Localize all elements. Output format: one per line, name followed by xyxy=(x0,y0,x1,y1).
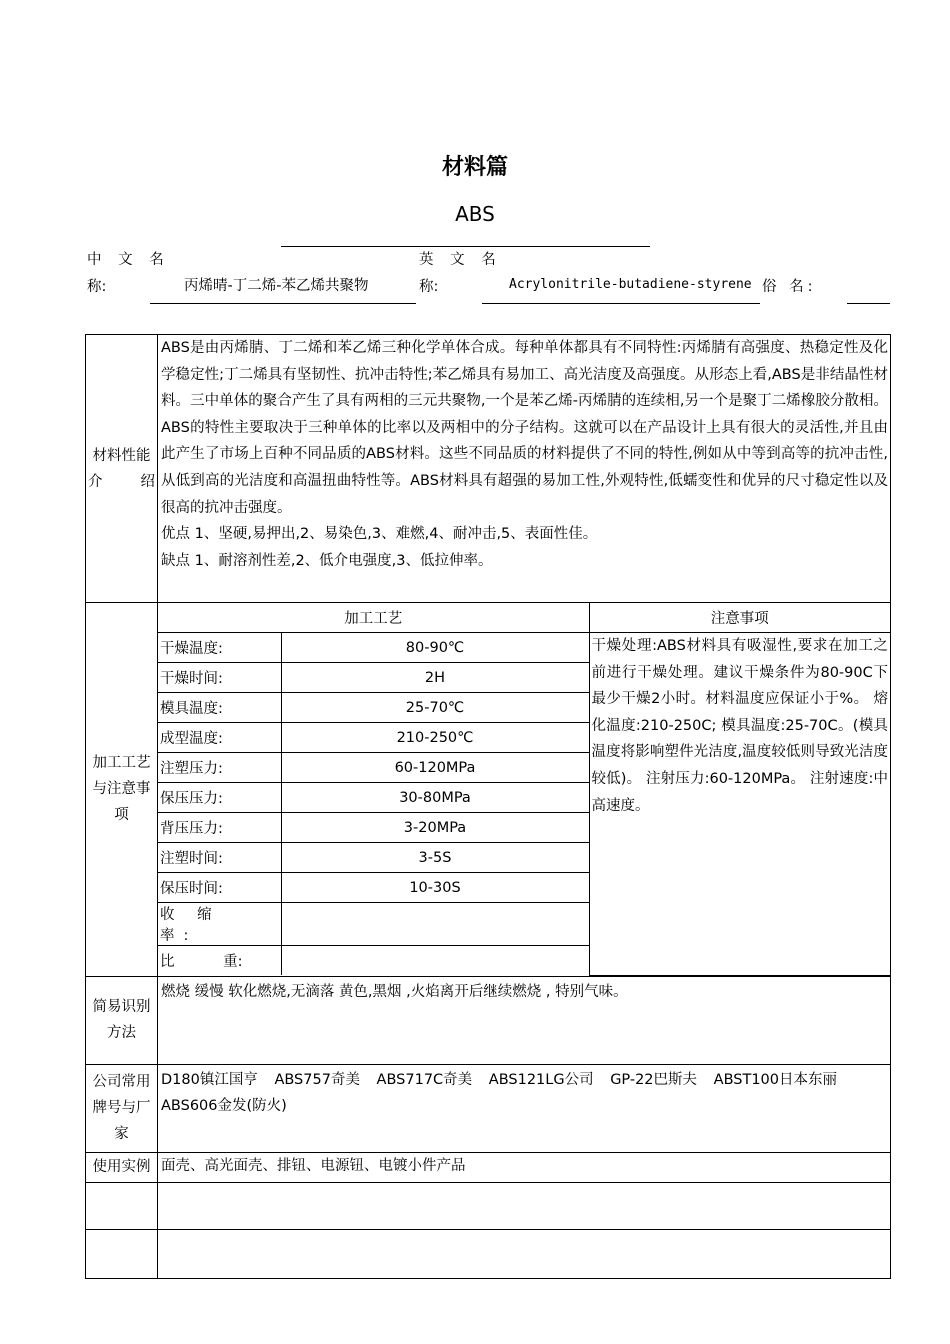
shrink-label-text: 收 缩 率: xyxy=(160,907,221,944)
examples-content xyxy=(158,1152,891,1182)
param-value: 80-90℃ xyxy=(281,633,589,663)
processing-table xyxy=(158,603,890,976)
en-name-label-2: 称: xyxy=(419,279,439,295)
intro-label-char-2: 绍 xyxy=(140,473,155,490)
param-label: 干燥温度: xyxy=(158,633,281,663)
processing-notes: 干燥处理:ABS材料具有吸湿性,要求在加工之前进行干燥处理。建议干燥条件为80-90C下最少干燥2小时。材料温度应保证小于%。 熔化温度:210-250C; 模具温度:25-70C。(模具温度将影响塑件光洁度,温度较低则导致光洁度较低)。 注射压力:60-120MPa。 注射速度:中高速度。 xyxy=(589,633,890,976)
underline-common-name xyxy=(847,303,890,304)
intro-label-line-2 xyxy=(86,469,157,495)
processing-row xyxy=(158,633,890,663)
intro-label-line-1: 材料性能 xyxy=(92,447,151,464)
cn-name-value: 丙烯晴-丁二烯-苯乙烯共聚物 xyxy=(184,278,369,294)
intro-content xyxy=(158,335,891,603)
row-intro xyxy=(86,335,891,603)
param-label: 注塑压力: xyxy=(158,753,281,783)
param-value: 210-250℃ xyxy=(281,723,589,753)
param-value: 3-5S xyxy=(281,843,589,873)
param-label: 成型温度: xyxy=(158,723,281,753)
row-empty-2 xyxy=(86,1229,891,1278)
identification-content xyxy=(158,976,891,1064)
param-label: 模具温度: xyxy=(158,693,281,723)
weight-label-text: 比 重: xyxy=(160,954,243,970)
empty-label-2 xyxy=(86,1229,158,1278)
intro-cons: 缺点 1、耐溶剂性差,2、低介电强度,3、低拉伸率。 xyxy=(161,552,493,569)
param-label: 注塑时间: xyxy=(158,843,281,873)
en-name-label-1: 英 文 名 xyxy=(419,252,502,268)
param-label: 干燥时间: xyxy=(158,663,281,693)
processing-header-row xyxy=(158,603,890,633)
document-subtitle: ABS xyxy=(455,202,495,226)
param-value: 30-80MPa xyxy=(281,783,589,813)
shrink-label xyxy=(158,903,281,946)
intro-pros: 优点 1、坚硬,易押出,2、易染色,3、难燃,4、耐冲击,5、表面性佳。 xyxy=(161,526,598,543)
document-title: 材料篇 xyxy=(441,155,508,180)
row-examples xyxy=(86,1152,891,1182)
param-value: 25-70℃ xyxy=(281,693,589,723)
param-value: 3-20MPa xyxy=(281,813,589,843)
en-name-value: Acrylonitrile-butadiene-styrene xyxy=(509,277,752,292)
identification-label: 简易识别方法 xyxy=(86,976,158,1064)
processing-content xyxy=(158,603,891,977)
examples-label: 使用实例 xyxy=(86,1152,158,1182)
col-notes-header: 注意事项 xyxy=(589,603,890,633)
param-value: 2H xyxy=(281,663,589,693)
brands-content xyxy=(158,1064,891,1152)
processing-label: 加工工艺与注意事项 xyxy=(86,603,158,977)
brands-text: D180镇江国亨 ABS757奇美 ABS717C奇美 ABS121LG公司 GP-22巴斯夫 ABST100日本东丽 ABS606金发(防火) xyxy=(161,1071,837,1114)
underline-top xyxy=(281,246,650,247)
intro-label xyxy=(86,335,158,603)
material-table xyxy=(85,334,891,1279)
row-processing xyxy=(86,603,891,977)
weight-value xyxy=(281,946,589,976)
param-value: 10-30S xyxy=(281,873,589,903)
brands-label: 公司常用牌号与厂家 xyxy=(86,1064,158,1152)
col-process-header: 加工工艺 xyxy=(158,603,589,633)
empty-label-1 xyxy=(86,1182,158,1229)
identification-text: 燃烧 缓慢 软化燃烧,无滴落 黄色,黑烟 ,火焰离开后继续燃烧 , 特别气味。 xyxy=(161,983,628,1000)
empty-content-1 xyxy=(158,1182,891,1229)
underline-en-name xyxy=(482,303,760,304)
common-name-label: 俗 名: xyxy=(762,279,817,295)
cn-name-label-2: 称: xyxy=(87,279,107,295)
row-identification xyxy=(86,976,891,1064)
intro-paragraph: ABS是由丙烯腈、丁二烯和苯乙烯三种化学单体合成。每种单体都具有不同特性:丙烯腈有高强度、热稳定性及化学稳定性;丁二烯具有坚韧性、抗冲击特性;苯乙烯具有易加工、高光洁度及高强度。从形态上看,ABS是非结晶性材料。三中单体的聚合产生了具有两相的三元共聚物,一个是苯乙烯-丙烯腈的连续相,另一个是聚丁二烯橡胶分散相。ABS的特性主要取决于三种单体的比率以及两相中的分子结构。这就可以在产品设计上具有很大的灵活性,并且由此产生了市场上百种不同品质的ABS材料。这些不同品质的材料提供了不同的特性,例如从中等到高等的抗冲击性,从低到高的光洁度和高温扭曲特性等。ABS材料具有超强的易加工性,外观特性,低蠕变性和优异的尺寸稳定性以及很高的抗冲击强度。 xyxy=(161,340,888,516)
param-label: 保压时间: xyxy=(158,873,281,903)
empty-content-2 xyxy=(158,1229,891,1278)
cn-name-label-1: 中 文 名 xyxy=(87,252,170,268)
intro-label-char-1: 介 xyxy=(88,473,103,490)
weight-label xyxy=(158,946,281,976)
param-value: 60-120MPa xyxy=(281,753,589,783)
param-label: 保压压力: xyxy=(158,783,281,813)
shrink-value xyxy=(281,903,589,946)
row-brands xyxy=(86,1064,891,1152)
param-label: 背压压力: xyxy=(158,813,281,843)
underline-cn-name xyxy=(150,303,416,304)
row-empty-1 xyxy=(86,1182,891,1229)
examples-text: 面壳、高光面壳、排钮、电源钮、电镀小件产品 xyxy=(161,1157,466,1174)
